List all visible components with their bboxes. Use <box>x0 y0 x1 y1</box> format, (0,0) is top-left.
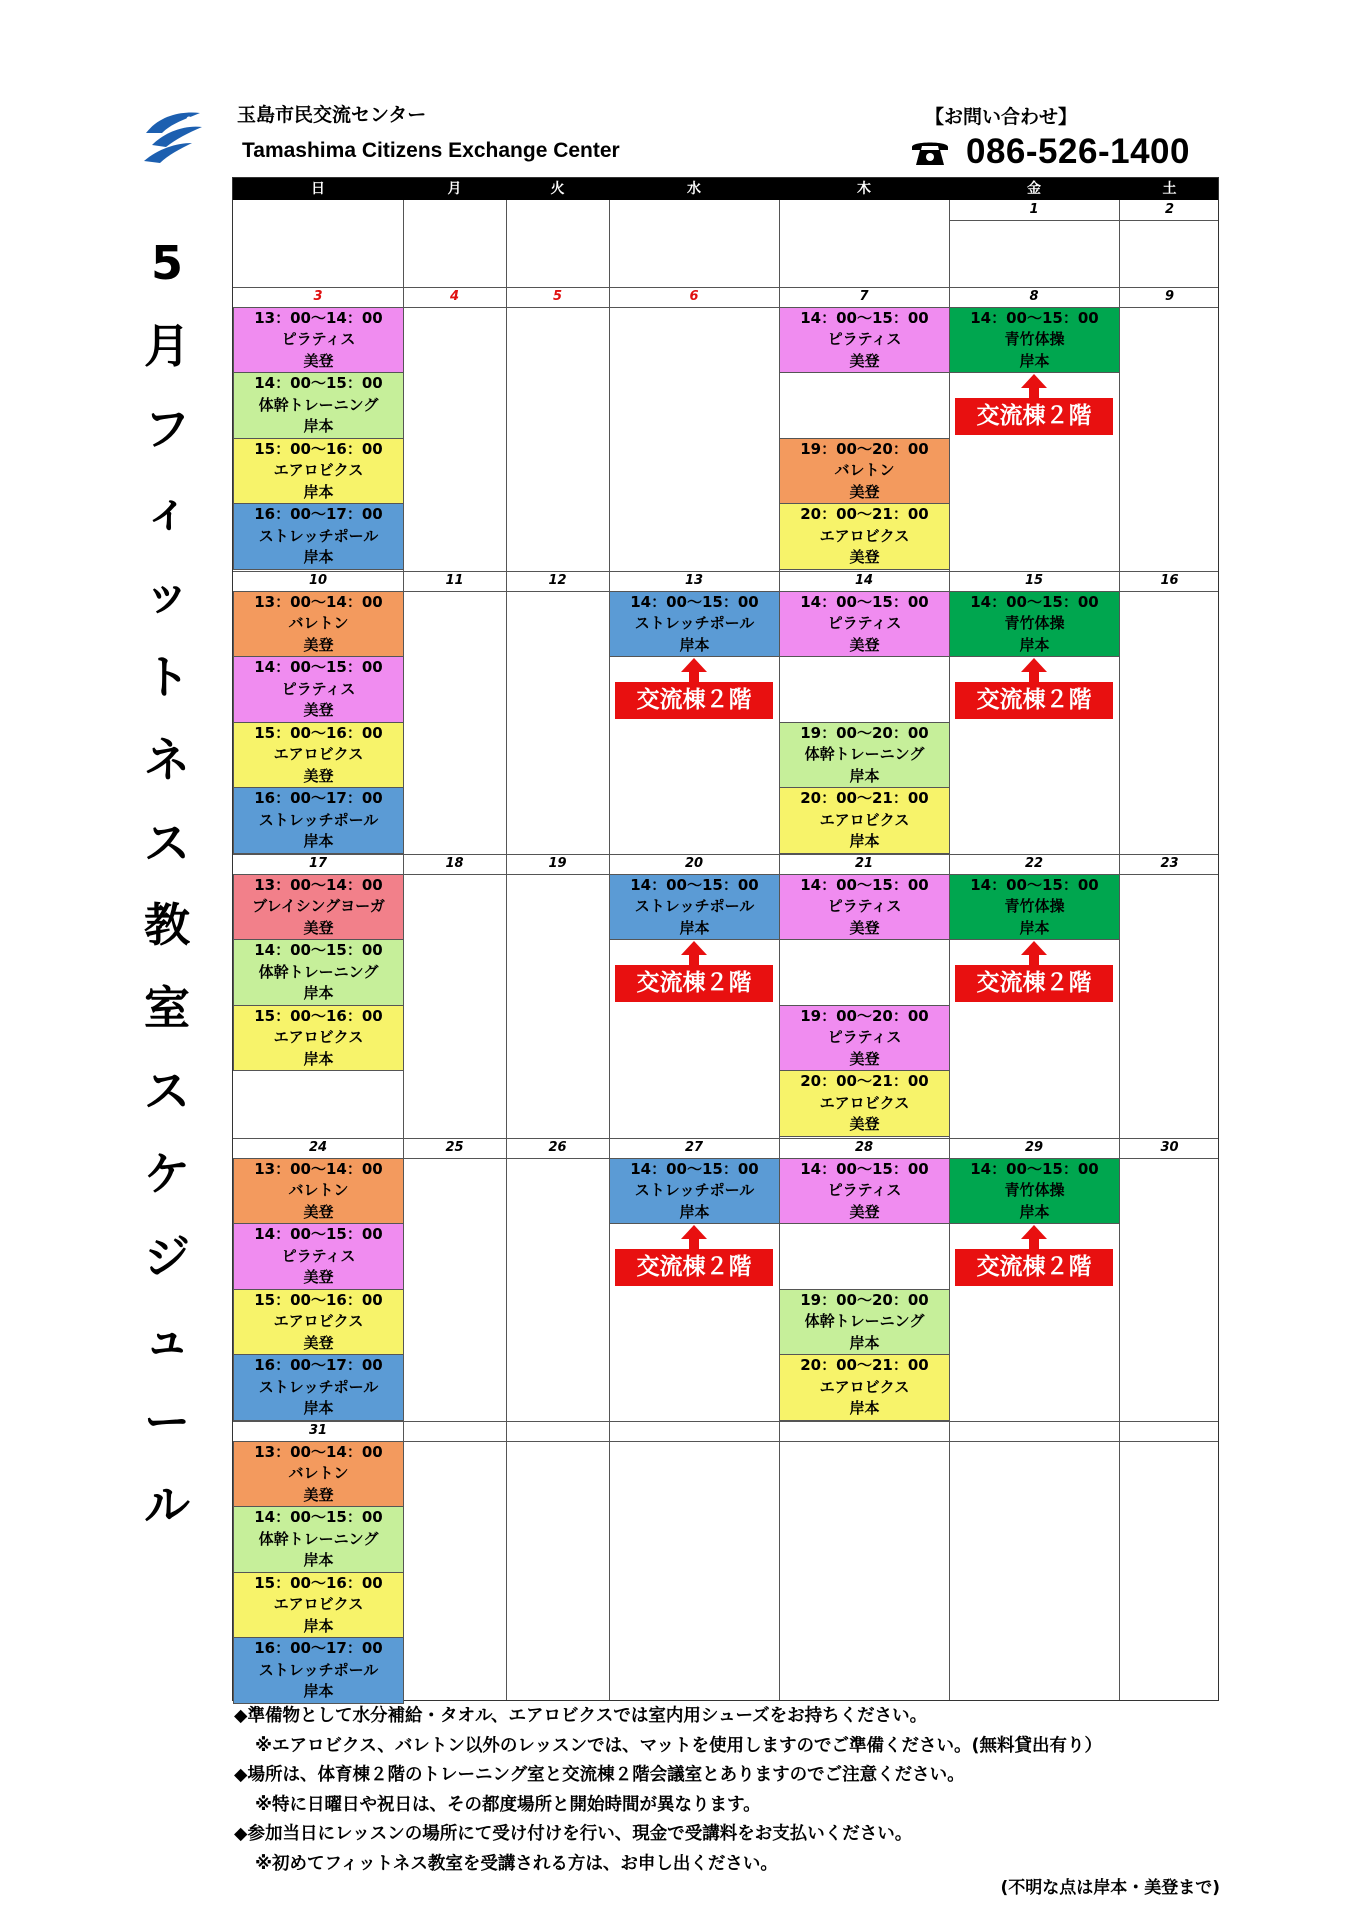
event-time: 19：00～20：00 <box>800 1290 929 1309</box>
class-event-ballet <box>779 438 950 504</box>
arrow-up-icon <box>1021 374 1047 388</box>
class-event-aotake <box>949 307 1120 373</box>
class-event-core <box>779 1289 950 1355</box>
arrow-up-icon <box>1021 658 1047 672</box>
arrow-up-icon <box>681 1225 707 1239</box>
weekday-header: 日 <box>311 181 325 197</box>
date-number: 14 <box>854 573 874 588</box>
event-time: 13：00～14：00 <box>254 1442 383 1461</box>
event-name: ストレッチポール <box>258 1660 379 1679</box>
class-event-stretch <box>609 591 780 657</box>
event-name: ピラティス <box>827 1181 902 1200</box>
event-instructor: 岸本 <box>303 1616 334 1635</box>
event-time: 19：00～20：00 <box>800 723 929 742</box>
weekday-header: 土 <box>1162 181 1177 197</box>
class-event-core <box>779 722 950 788</box>
event-name: ストレッチポール <box>634 897 755 916</box>
event-instructor: 岸本 <box>303 1682 334 1701</box>
date-strip-line <box>949 220 1218 221</box>
event-instructor: 美登 <box>849 1049 880 1068</box>
weekday-header: 火 <box>550 181 565 197</box>
date-number: 19 <box>548 856 567 871</box>
class-event-pilates <box>779 1158 950 1224</box>
date-number: 8 <box>1029 289 1039 304</box>
date-number: 7 <box>859 289 869 304</box>
event-name: エアロビクス <box>273 461 364 480</box>
event-time: 14：00～15：00 <box>630 1159 759 1178</box>
event-instructor: 美登 <box>303 635 334 654</box>
note-subline: ※初めてフィットネス教室を受講される方は、お申し出ください。 <box>255 1853 778 1874</box>
event-name: ピラティス <box>281 330 356 349</box>
event-instructor: 岸本 <box>849 1333 880 1352</box>
event-instructor: 岸本 <box>679 918 710 937</box>
class-event-stretch <box>233 787 404 853</box>
event-time: 14：00～15：00 <box>970 308 1099 327</box>
event-name: バレトン <box>288 1181 349 1200</box>
event-name: エアロビクス <box>819 526 910 545</box>
event-time: 14：00～15：00 <box>800 308 929 327</box>
event-instructor: 岸本 <box>303 1049 334 1068</box>
room-badge: 交流棟２階 <box>955 965 1113 1002</box>
weekday-header: 木 <box>857 181 871 197</box>
event-time: 16：00～17：00 <box>254 789 383 808</box>
event-name: ストレッチポール <box>258 810 379 829</box>
event-time: 14：00～15：00 <box>800 1159 929 1178</box>
date-number: 3 <box>313 289 323 304</box>
title-char: ス <box>144 815 190 870</box>
event-time: 20：00～21：00 <box>800 505 929 524</box>
date-number: 9 <box>1164 289 1175 304</box>
event-instructor: 美登 <box>849 918 880 937</box>
event-time: 14：00～15：00 <box>800 875 929 894</box>
class-event-pilates <box>779 307 950 373</box>
note-line: ◆場所は、体育棟２階のトレーニング室と交流棟２階会議室とありますのでご注意ください。 <box>234 1765 965 1786</box>
event-time: 16：00～17：00 <box>254 505 383 524</box>
event-instructor: 岸本 <box>679 1202 710 1221</box>
event-instructor: 美登 <box>303 766 334 785</box>
date-number: 13 <box>684 573 704 588</box>
event-instructor: 岸本 <box>303 482 334 501</box>
class-event-ballet <box>233 591 404 657</box>
event-time: 13：00～14：00 <box>254 308 383 327</box>
title-char: 月 <box>144 318 190 373</box>
event-time: 16：00～17：00 <box>254 1639 383 1658</box>
class-event-aero <box>779 787 950 853</box>
event-name: 青竹体操 <box>1004 330 1065 349</box>
title-char: フ <box>144 401 190 456</box>
class-event-pilates <box>233 656 404 722</box>
title-char: 5 <box>150 236 183 290</box>
contact-label: 【お問い合わせ】 <box>925 106 1078 128</box>
event-time: 13：00～14：00 <box>254 1159 383 1178</box>
event-time: 14：00～15：00 <box>254 1508 383 1527</box>
class-event-stretch <box>233 1354 404 1420</box>
event-name: ピラティス <box>281 1246 356 1265</box>
event-name: 体幹トレーニング <box>258 395 379 414</box>
event-time: 20：00～21：00 <box>800 789 929 808</box>
event-instructor: 岸本 <box>303 1399 334 1418</box>
event-name: 体幹トレーニング <box>258 1529 379 1548</box>
notes-section <box>234 1702 1234 1880</box>
event-time: 14：00～15：00 <box>630 875 759 894</box>
event-name: ピラティス <box>281 679 356 698</box>
event-instructor: 美登 <box>849 482 880 501</box>
date-number: 20 <box>684 856 704 871</box>
class-event-aero <box>779 1070 950 1136</box>
class-event-aero <box>233 1289 404 1355</box>
title-char: ッ <box>144 567 190 622</box>
event-name: 体幹トレーニング <box>258 962 379 981</box>
event-time: 16：00～17：00 <box>254 1356 383 1375</box>
date-number: 4 <box>449 289 460 304</box>
event-instructor: 美登 <box>303 1485 334 1504</box>
class-event-pilates <box>233 1223 404 1289</box>
date-number: 23 <box>1160 856 1179 871</box>
event-time: 14：00～15：00 <box>800 592 929 611</box>
date-number: 17 <box>308 856 328 871</box>
room-badge: 交流棟２階 <box>615 682 773 719</box>
class-event-stretch <box>609 874 780 940</box>
arrow-up-icon <box>681 658 707 672</box>
title-char: ネ <box>144 732 190 787</box>
title-char: ル <box>144 1477 190 1532</box>
event-instructor: 美登 <box>303 918 334 937</box>
event-instructor: 美登 <box>303 1333 334 1352</box>
event-instructor: 岸本 <box>849 766 880 785</box>
event-time: 19：00～20：00 <box>800 439 929 458</box>
title-char: ュ <box>144 1312 190 1367</box>
event-name: ストレッチポール <box>634 1181 755 1200</box>
organization-name-en: Tamashima Citizens Exchange Center <box>242 139 620 162</box>
event-name: ピラティス <box>827 614 902 633</box>
event-name: 体幹トレーニング <box>804 745 925 764</box>
event-name: エアロビクス <box>819 810 910 829</box>
title-char: ジ <box>144 1229 190 1284</box>
event-time: 20：00～21：00 <box>800 1072 929 1091</box>
event-name: ストレッチポール <box>258 1377 379 1396</box>
event-time: 15：00～16：00 <box>254 439 383 458</box>
event-time: 14：00～15：00 <box>970 1159 1099 1178</box>
event-time: 15：00～16：00 <box>254 1290 383 1309</box>
date-number: 12 <box>548 573 567 588</box>
closing-note: (不明な点は岸本・美登まで) <box>1000 1878 1220 1898</box>
event-time: 14：00～15：00 <box>254 941 383 960</box>
date-number: 1 <box>1029 202 1039 217</box>
class-event-pilates <box>233 307 404 373</box>
date-number: 11 <box>445 573 464 588</box>
date-number: 29 <box>1024 1140 1044 1155</box>
class-event-aero <box>233 1005 404 1071</box>
class-event-pilates <box>779 1005 950 1071</box>
arrow-up-icon <box>1021 1225 1047 1239</box>
event-name: ピラティス <box>827 897 902 916</box>
event-instructor: 岸本 <box>303 832 334 851</box>
class-event-aotake <box>949 591 1120 657</box>
class-event-core <box>233 372 404 438</box>
page-title <box>138 222 196 1547</box>
note-line: ◆準備物として水分補給・タオル、エアロビクスでは室内用シューズをお持ちください。 <box>234 1706 928 1726</box>
date-number: 26 <box>548 1140 567 1155</box>
event-instructor: 岸本 <box>1019 1202 1050 1221</box>
class-event-yoga <box>233 874 404 940</box>
telephone-icon <box>910 137 950 167</box>
room-badge: 交流棟２階 <box>615 965 773 1002</box>
note-subline: ※特に日曜日や祝日は、その都度場所と開始時間が異なります。 <box>255 1794 761 1815</box>
title-char: ィ <box>144 484 190 539</box>
event-name: 青竹体操 <box>1004 614 1065 633</box>
event-name: エアロビクス <box>273 1028 364 1047</box>
event-name: バレトン <box>834 461 895 480</box>
event-instructor: 岸本 <box>849 1399 880 1418</box>
event-name: エアロビクス <box>819 1377 910 1396</box>
class-event-core <box>233 1506 404 1572</box>
event-time: 14：00～15：00 <box>970 592 1099 611</box>
event-instructor: 岸本 <box>303 417 334 436</box>
event-name: エアロビクス <box>273 1595 364 1614</box>
event-instructor: 美登 <box>849 351 880 370</box>
class-event-core <box>233 939 404 1005</box>
date-number: 24 <box>308 1140 328 1155</box>
class-event-aero <box>779 503 950 569</box>
calendar-grid <box>232 177 1219 1701</box>
title-char: 室 <box>144 981 190 1036</box>
column-divider <box>779 200 780 1700</box>
event-time: 15：00～16：00 <box>254 1573 383 1592</box>
room-badge: 交流棟２階 <box>955 398 1113 435</box>
event-instructor: 美登 <box>849 1202 880 1221</box>
event-instructor: 岸本 <box>303 1551 334 1570</box>
title-char: ケ <box>144 1146 190 1201</box>
event-name: ピラティス <box>827 330 902 349</box>
event-name: 青竹体操 <box>1004 897 1065 916</box>
class-event-aero <box>233 438 404 504</box>
class-event-ballet <box>233 1158 404 1224</box>
title-char: 教 <box>144 898 190 953</box>
event-time: 14：00～15：00 <box>254 374 383 393</box>
date-number: 18 <box>445 856 464 871</box>
event-instructor: 岸本 <box>1019 351 1050 370</box>
arrow-up-icon <box>1021 941 1047 955</box>
event-instructor: 美登 <box>303 1202 334 1221</box>
date-number: 31 <box>308 1423 328 1438</box>
date-number: 15 <box>1024 573 1044 588</box>
event-instructor: 岸本 <box>303 984 334 1003</box>
weekday-header: 水 <box>687 181 701 197</box>
title-char: ー <box>144 1395 190 1450</box>
event-name: エアロビクス <box>273 745 364 764</box>
logo-icon <box>142 105 204 167</box>
class-event-aero <box>233 1572 404 1638</box>
event-name: ブレイシングヨーガ <box>252 897 385 916</box>
phone-number[interactable]: 086-526-1400 <box>966 132 1190 171</box>
event-name: ピラティス <box>827 1028 902 1047</box>
weekday-header: 金 <box>1027 181 1041 197</box>
date-number: 28 <box>854 1140 874 1155</box>
room-badge: 交流棟２階 <box>955 1249 1113 1286</box>
event-time: 13：00～14：00 <box>254 875 383 894</box>
class-event-ballet <box>233 1441 404 1507</box>
event-time: 15：00～16：00 <box>254 1006 383 1025</box>
date-number: 10 <box>308 573 328 588</box>
event-time: 13：00～14：00 <box>254 592 383 611</box>
title-char: ト <box>144 649 190 704</box>
class-event-stretch <box>233 1637 404 1703</box>
date-number: 2 <box>1164 202 1175 217</box>
arrow-up-icon <box>681 941 707 955</box>
event-name: エアロビクス <box>819 1093 910 1112</box>
event-instructor: 美登 <box>303 351 334 370</box>
event-time: 14：00～15：00 <box>970 875 1099 894</box>
event-instructor: 美登 <box>303 701 334 720</box>
event-instructor: 美登 <box>849 635 880 654</box>
event-instructor: 岸本 <box>303 548 334 567</box>
phone-block <box>910 132 1190 172</box>
event-time: 14：00～15：00 <box>254 658 383 677</box>
event-instructor: 美登 <box>303 1268 334 1287</box>
class-event-stretch <box>609 1158 780 1224</box>
class-event-pilates <box>779 874 950 940</box>
column-divider <box>1119 200 1120 1700</box>
column-divider <box>609 200 610 1700</box>
event-name: 体幹トレーニング <box>804 1312 925 1331</box>
date-number: 16 <box>1160 573 1179 588</box>
note-line: ◆参加当日にレッスンの場所にて受け付けを行い、現金で受講料をお支払いください。 <box>234 1824 913 1845</box>
class-event-aotake <box>949 1158 1120 1224</box>
column-divider <box>506 200 507 1700</box>
date-number: 21 <box>854 856 874 871</box>
event-instructor: 岸本 <box>1019 635 1050 654</box>
weekday-header: 月 <box>447 181 462 197</box>
event-time: 15：00～16：00 <box>254 723 383 742</box>
date-number: 6 <box>689 289 699 304</box>
event-time: 14：00～15：00 <box>254 1225 383 1244</box>
note-subline: ※エアロビクス、バレトン以外のレッスンでは、マットを使用しますのでご準備ください。(無料貸出有り） <box>255 1735 1102 1756</box>
class-event-aotake <box>949 874 1120 940</box>
event-instructor: 岸本 <box>679 635 710 654</box>
event-time: 19：00～20：00 <box>800 1006 929 1025</box>
date-number: 25 <box>445 1140 464 1155</box>
date-number: 27 <box>684 1140 704 1155</box>
class-event-stretch <box>233 503 404 569</box>
event-time: 20：00～21：00 <box>800 1356 929 1375</box>
event-name: エアロビクス <box>273 1312 364 1331</box>
event-time: 14：00～15：00 <box>630 592 759 611</box>
event-instructor: 岸本 <box>849 832 880 851</box>
room-badge: 交流棟２階 <box>615 1249 773 1286</box>
event-name: 青竹体操 <box>1004 1181 1065 1200</box>
event-name: ストレッチポール <box>258 526 379 545</box>
event-instructor: 岸本 <box>1019 918 1050 937</box>
title-char: ス <box>144 1063 190 1118</box>
event-name: バレトン <box>288 1464 349 1483</box>
date-number: 22 <box>1024 856 1044 871</box>
date-number: 30 <box>1160 1140 1179 1155</box>
room-badge: 交流棟２階 <box>955 682 1113 719</box>
date-number: 5 <box>552 289 563 304</box>
class-event-pilates <box>779 591 950 657</box>
class-event-aero <box>233 722 404 788</box>
event-name: バレトン <box>288 614 349 633</box>
event-name: ストレッチポール <box>634 614 755 633</box>
class-event-aero <box>779 1354 950 1420</box>
column-divider <box>949 200 950 1700</box>
event-instructor: 美登 <box>849 1115 880 1134</box>
organization-name-jp: 玉島市民交流センター <box>237 104 427 126</box>
event-instructor: 美登 <box>849 548 880 567</box>
